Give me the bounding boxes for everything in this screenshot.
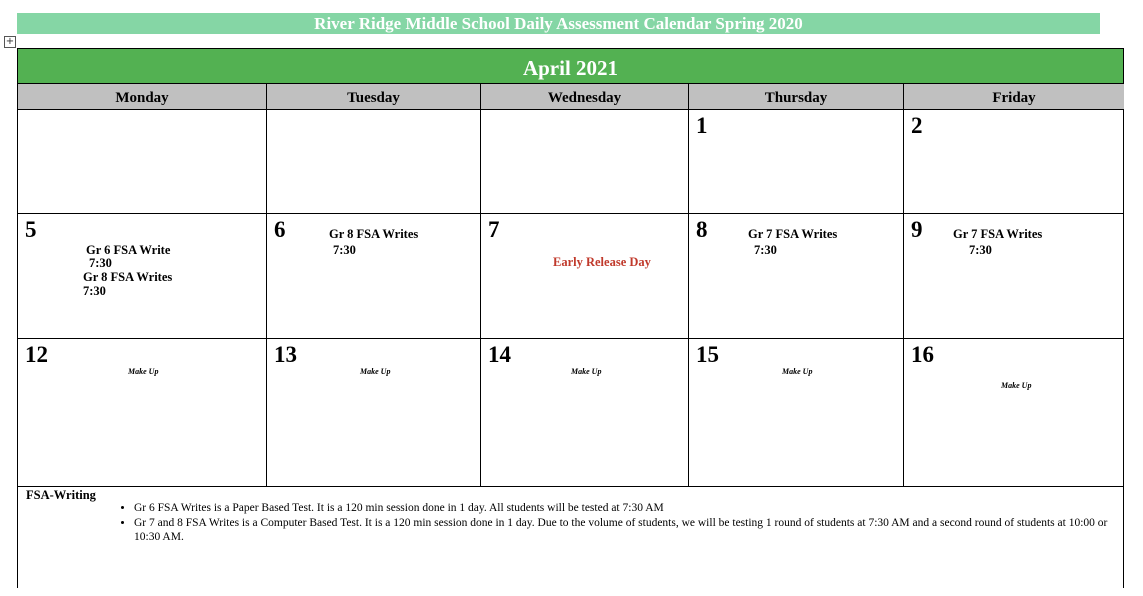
date-number: 2 bbox=[911, 113, 923, 138]
date-number: 13 bbox=[274, 342, 297, 367]
event-label: Gr 8 FSA Writes bbox=[329, 227, 419, 241]
weekday-header-wednesday: Wednesday bbox=[481, 84, 689, 110]
event-label: Gr 6 FSA Write bbox=[86, 243, 171, 257]
make-up-label: Make Up bbox=[782, 367, 813, 376]
date-number: 6 bbox=[274, 217, 286, 242]
day-cell[interactable] bbox=[267, 214, 481, 339]
note-item: • Gr 7 and 8 FSA Writes is a Computer Based Test. It is a 120 min session done in 1 day. Due to the volume of students, we will be testing 1 round of students at 7:30 AM and a second round of students at 10:00 or 10:30 AM. bbox=[134, 516, 1124, 544]
day-cell[interactable] bbox=[689, 110, 904, 214]
date-number: 12 bbox=[25, 342, 48, 367]
day-cell[interactable] bbox=[18, 214, 267, 339]
make-up-label: Make Up bbox=[1001, 381, 1032, 390]
note-item: • Gr 6 FSA Writes is a Paper Based Test. It is a 120 min session done in 1 day. All students will be tested at 7:30 AM bbox=[134, 501, 1124, 515]
event-time: 7:30 bbox=[969, 243, 992, 257]
day-cell[interactable] bbox=[481, 214, 689, 339]
make-up-label: Make Up bbox=[571, 367, 602, 376]
event-label: Gr 7 FSA Writes bbox=[953, 227, 1043, 241]
weekday-header-friday: Friday bbox=[904, 84, 1124, 110]
date-number: 16 bbox=[911, 342, 934, 367]
weekday-header-monday: Monday bbox=[18, 84, 267, 110]
document-title: River Ridge Middle School Daily Assessment Calendar Spring 2020 bbox=[17, 13, 1100, 34]
event-time: 7:30 bbox=[89, 256, 112, 270]
day-cell[interactable] bbox=[904, 339, 1124, 487]
early-release-label: Early Release Day bbox=[553, 255, 651, 269]
day-cell[interactable] bbox=[904, 214, 1124, 339]
day-cell[interactable] bbox=[267, 339, 481, 487]
day-cell[interactable] bbox=[481, 110, 689, 214]
notes-section bbox=[18, 486, 1123, 596]
day-cell[interactable] bbox=[481, 339, 689, 487]
event-time: 7:30 bbox=[83, 284, 106, 298]
notes-list bbox=[108, 500, 1124, 545]
weekday-header-thursday: Thursday bbox=[689, 84, 904, 110]
day-cell[interactable] bbox=[267, 110, 481, 214]
calendar-table bbox=[17, 48, 1124, 588]
date-number: 7 bbox=[488, 217, 500, 242]
day-cell[interactable] bbox=[18, 110, 267, 214]
date-number: 15 bbox=[696, 342, 719, 367]
make-up-label: Make Up bbox=[128, 367, 159, 376]
weekday-header-tuesday: Tuesday bbox=[267, 84, 481, 110]
event-label: Gr 7 FSA Writes bbox=[748, 227, 838, 241]
date-number: 8 bbox=[696, 217, 708, 242]
date-number: 14 bbox=[488, 342, 511, 367]
event-time: 7:30 bbox=[333, 243, 356, 257]
date-number: 5 bbox=[25, 217, 37, 242]
event-time: 7:30 bbox=[754, 243, 777, 257]
make-up-label: Make Up bbox=[360, 367, 391, 376]
month-title: April 2021 bbox=[18, 49, 1123, 84]
day-cell[interactable] bbox=[689, 214, 904, 339]
event-label: Gr 8 FSA Writes bbox=[83, 270, 173, 284]
day-cell[interactable] bbox=[689, 339, 904, 487]
day-cell[interactable] bbox=[904, 110, 1124, 214]
date-number: 1 bbox=[696, 113, 708, 138]
date-number: 9 bbox=[911, 217, 923, 242]
notes-title: FSA-Writing bbox=[26, 488, 96, 502]
day-cell[interactable] bbox=[18, 339, 267, 487]
table-move-handle-icon[interactable]: + bbox=[5, 36, 15, 47]
